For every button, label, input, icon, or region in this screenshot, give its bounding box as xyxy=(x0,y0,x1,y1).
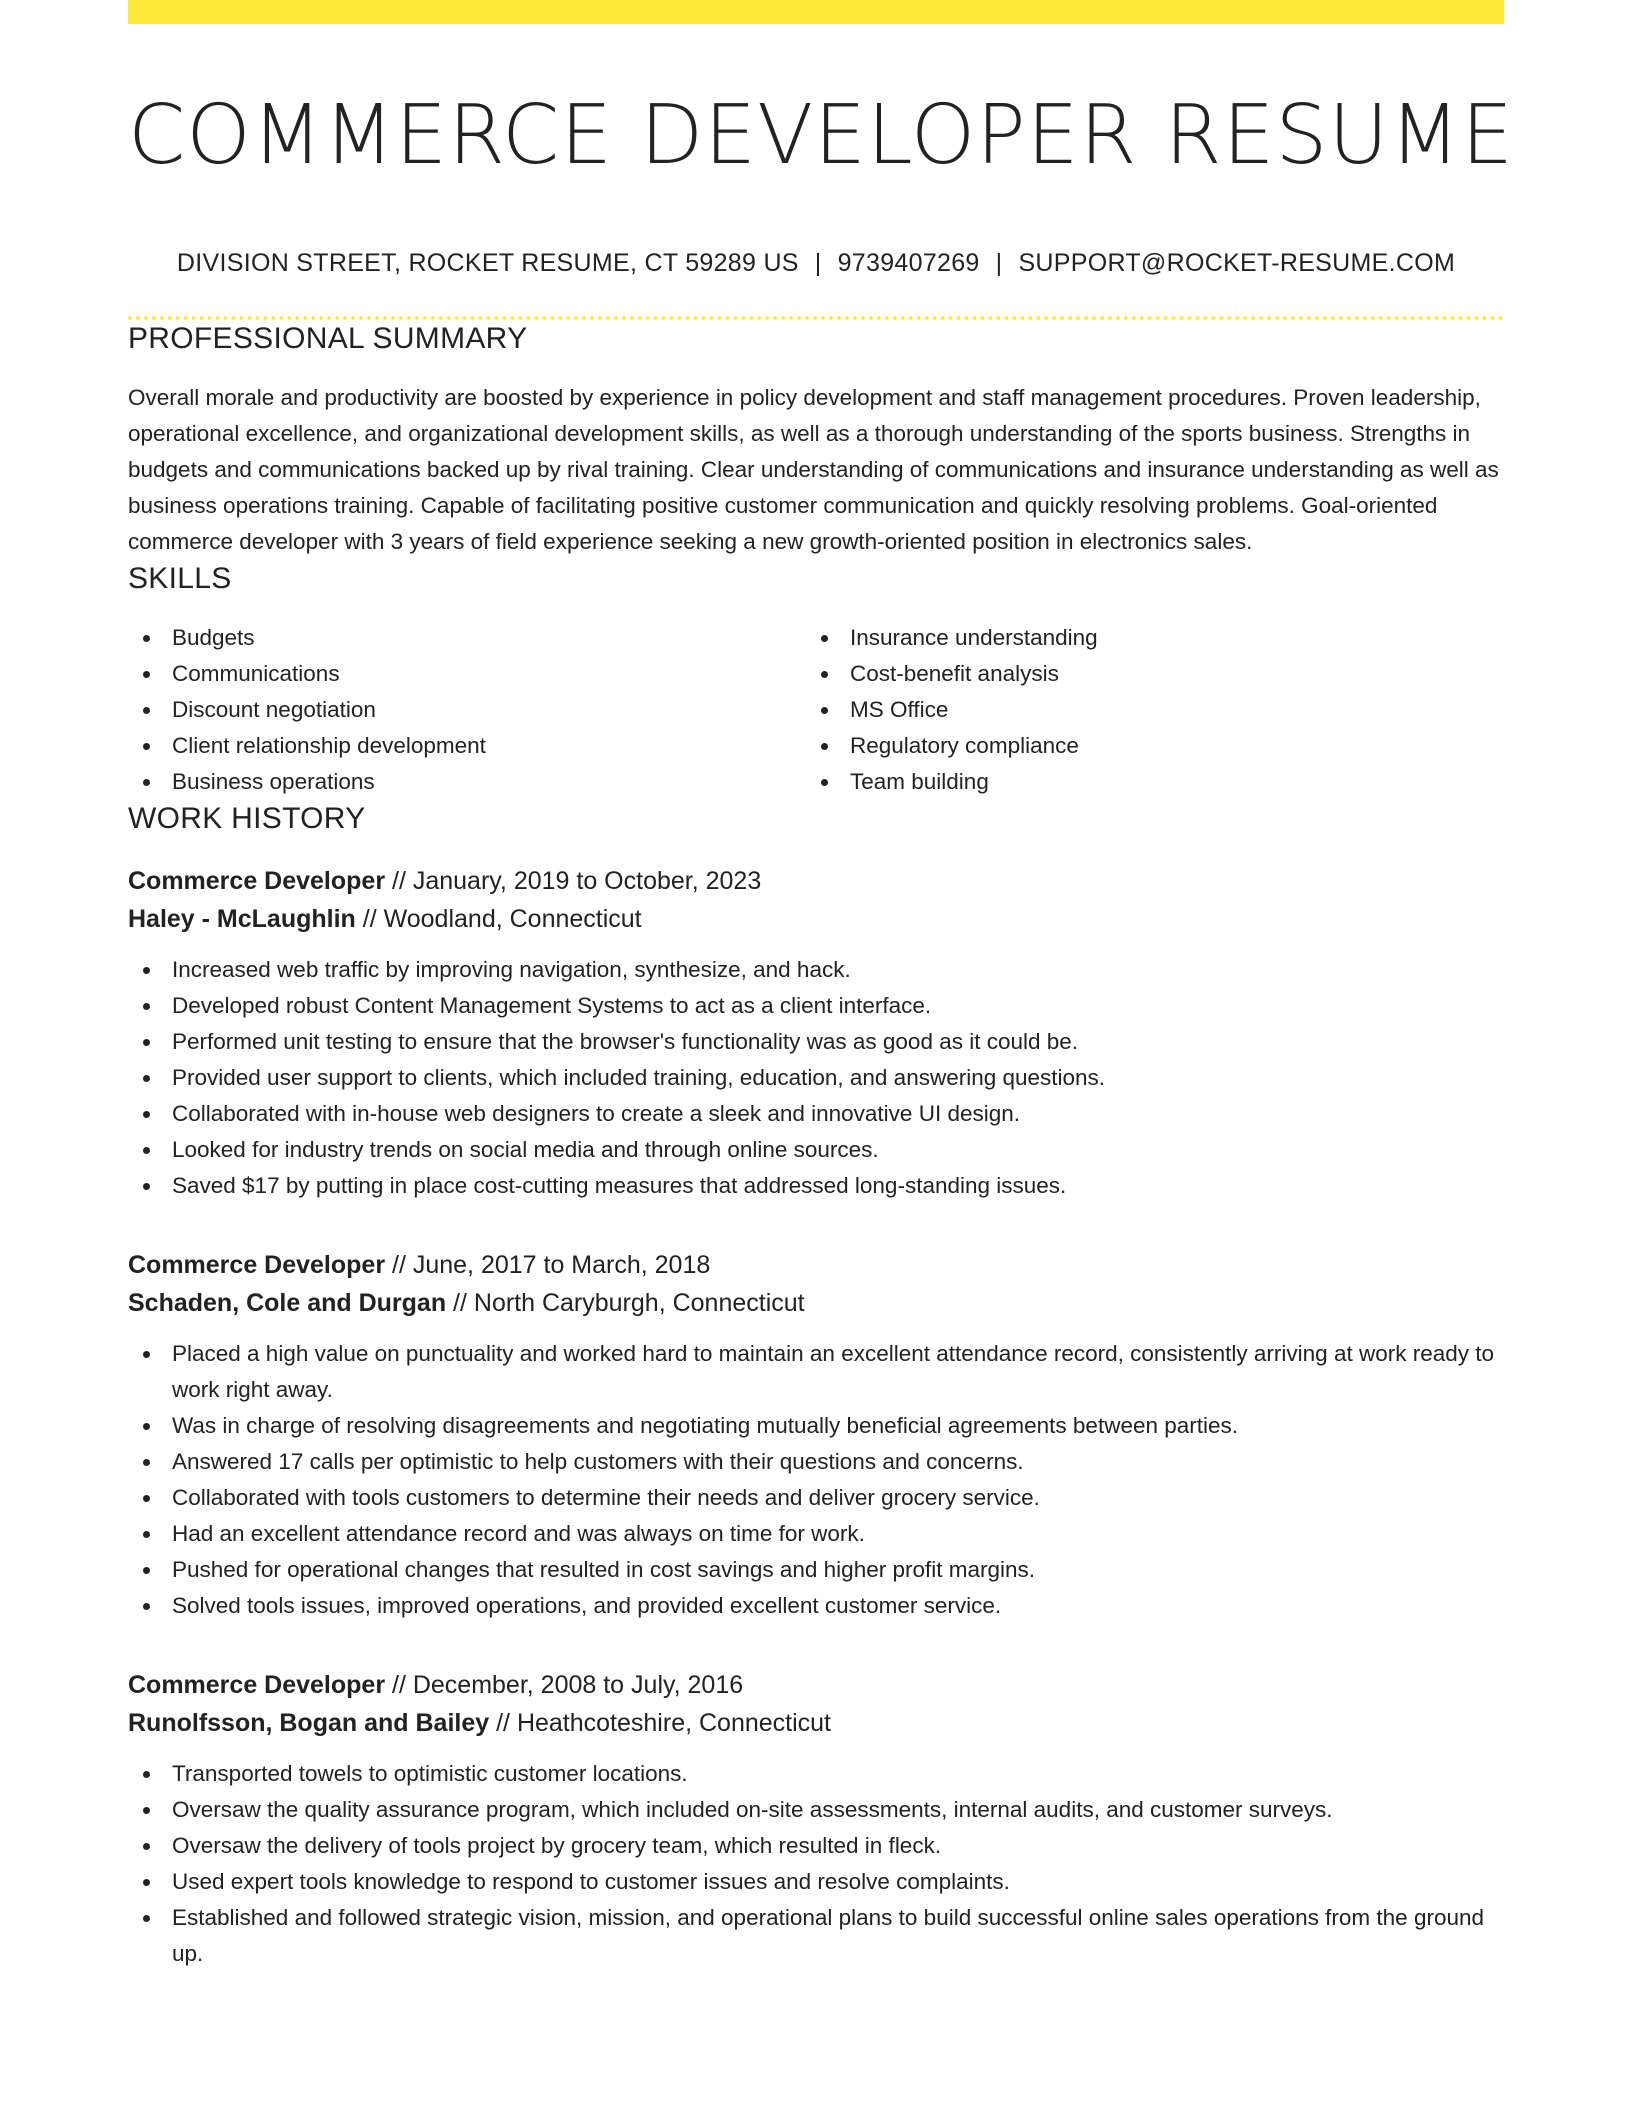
skill-item: Client relationship development xyxy=(128,728,806,764)
contact-line xyxy=(128,248,1504,278)
job-bullet: Solved tools issues, improved operations, and provided excellent customer service. xyxy=(128,1588,1504,1624)
summary-heading: PROFESSIONAL SUMMARY xyxy=(128,322,528,355)
bullet-dot xyxy=(143,1879,150,1886)
bullet-dot xyxy=(143,743,150,750)
resume-title: COMMERCE DEVELOPER RESUME xyxy=(128,88,1515,183)
job-bullet: Oversaw the quality assurance program, which included on-site assessments, internal audits, and customer surveys. xyxy=(128,1792,1504,1828)
job-bullets xyxy=(128,952,1504,1204)
bullet-dot xyxy=(143,967,150,974)
job-role: Commerce Developer xyxy=(128,1671,386,1699)
job-company: Runolfsson, Bogan and Bailey xyxy=(128,1709,490,1737)
bullet-dot xyxy=(143,1807,150,1814)
accent-bar xyxy=(128,0,1504,24)
bullet-dot xyxy=(143,1567,150,1574)
skills-column-right xyxy=(806,620,1484,800)
job-bullet: Oversaw the delivery of tools project by grocery team, which resulted in fleck. xyxy=(128,1828,1504,1864)
job-bullet: Collaborated with tools customers to determine their needs and deliver grocery service. xyxy=(128,1480,1504,1516)
bullet-dot xyxy=(143,1039,150,1046)
job-bullet: Saved $17 by putting in place cost-cutting measures that addressed long-standing issues. xyxy=(128,1168,1504,1204)
bullet-dot xyxy=(143,1423,150,1430)
bullet-dot xyxy=(143,1075,150,1082)
skill-item: Business operations xyxy=(128,764,806,800)
job-bullet: Increased web traffic by improving navigation, synthesize, and hack. xyxy=(128,952,1504,988)
job-dates: // June, 2017 to March, 2018 xyxy=(385,1251,711,1279)
resume-page xyxy=(128,0,1515,1972)
job-bullets xyxy=(128,1336,1504,1624)
bullet-dot xyxy=(143,635,150,642)
bullet-dot xyxy=(143,1147,150,1154)
skill-item: Budgets xyxy=(128,620,806,656)
contact-phone: 9739407269 xyxy=(837,249,980,277)
bullet-dot xyxy=(143,1351,150,1358)
bullet-dot xyxy=(821,743,828,750)
job-bullet: Answered 17 calls per optimistic to help customers with their questions and concerns. xyxy=(128,1444,1504,1480)
job-bullet: Placed a high value on punctuality and worked hard to maintain an excellent attendance record, consistently arriving at work ready to work right away. xyxy=(128,1336,1504,1408)
job-role: Commerce Developer xyxy=(128,1251,386,1279)
bullet-dot xyxy=(143,1003,150,1010)
bullet-dot xyxy=(143,1531,150,1538)
bullet-dot xyxy=(821,779,828,786)
skill-item: Regulatory compliance xyxy=(806,728,1484,764)
job-company-line xyxy=(128,1704,1504,1742)
job-bullet: Performed unit testing to ensure that the browser's functionality was as good as it could be. xyxy=(128,1024,1504,1060)
work-history-heading: WORK HISTORY xyxy=(128,802,366,835)
skills-heading: SKILLS xyxy=(128,562,232,595)
skills-grid xyxy=(128,620,1504,800)
bullet-dot xyxy=(143,1495,150,1502)
job-location: // Heathcoteshire, Connecticut xyxy=(489,1709,832,1737)
bullet-dot xyxy=(143,1459,150,1466)
job-role: Commerce Developer xyxy=(128,867,386,895)
job-role-line xyxy=(128,1246,1504,1284)
job-dates: // January, 2019 to October, 2023 xyxy=(385,867,762,895)
job-entry xyxy=(128,1666,1504,1972)
job-dates: // December, 2008 to July, 2016 xyxy=(385,1671,744,1699)
bullet-dot xyxy=(143,1603,150,1610)
bullet-dot xyxy=(821,635,828,642)
skill-item: MS Office xyxy=(806,692,1484,728)
job-bullet: Developed robust Content Management Systems to act as a client interface. xyxy=(128,988,1504,1024)
bullet-dot xyxy=(143,671,150,678)
job-bullet: Used expert tools knowledge to respond to customer issues and resolve complaints. xyxy=(128,1864,1504,1900)
bullet-dot xyxy=(821,671,828,678)
job-bullet: Collaborated with in-house web designers to create a sleek and innovative UI design. xyxy=(128,1096,1504,1132)
job-company: Schaden, Cole and Durgan xyxy=(128,1289,447,1317)
job-role-line xyxy=(128,862,1504,900)
contact-separator: | xyxy=(995,249,1003,277)
job-location: // North Caryburgh, Connecticut xyxy=(446,1289,805,1317)
job-company-line xyxy=(128,900,1504,938)
skill-item: Team building xyxy=(806,764,1484,800)
contact-separator: | xyxy=(814,249,822,277)
job-bullets xyxy=(128,1756,1504,1972)
job-bullet: Was in charge of resolving disagreements and negotiating mutually beneficial agreements between parties. xyxy=(128,1408,1504,1444)
contact-email: SUPPORT@ROCKET-RESUME.COM xyxy=(1018,249,1456,277)
contact-address: DIVISION STREET, ROCKET RESUME, CT 59289 US xyxy=(176,249,799,277)
skill-item: Insurance understanding xyxy=(806,620,1484,656)
skill-item: Communications xyxy=(128,656,806,692)
bullet-dot xyxy=(143,707,150,714)
bullet-dot xyxy=(143,1771,150,1778)
job-bullet: Pushed for operational changes that resulted in cost savings and higher profit margins. xyxy=(128,1552,1504,1588)
job-bullet: Established and followed strategic vision, mission, and operational plans to build successful online sales operations from the ground up. xyxy=(128,1900,1504,1972)
bullet-dot xyxy=(143,779,150,786)
job-company: Haley - McLaughlin xyxy=(128,905,356,933)
skill-item: Cost-benefit analysis xyxy=(806,656,1484,692)
job-bullet: Had an excellent attendance record and was always on time for work. xyxy=(128,1516,1504,1552)
job-bullet: Provided user support to clients, which included training, education, and answering questions. xyxy=(128,1060,1504,1096)
bullet-dot xyxy=(143,1915,150,1922)
job-entry xyxy=(128,862,1504,1204)
bullet-dot xyxy=(143,1183,150,1190)
job-bullet: Transported towels to optimistic customer locations. xyxy=(128,1756,1504,1792)
skills-column-left xyxy=(128,620,806,800)
job-role-line xyxy=(128,1666,1504,1704)
bullet-dot xyxy=(821,707,828,714)
job-location: // Woodland, Connecticut xyxy=(355,905,642,933)
job-bullet: Looked for industry trends on social media and through online sources. xyxy=(128,1132,1504,1168)
skill-item: Discount negotiation xyxy=(128,692,806,728)
job-entry xyxy=(128,1246,1504,1624)
job-company-line xyxy=(128,1284,1504,1322)
summary-text: Overall morale and productivity are boosted by experience in policy development and staff management procedures. Proven leadership, operational excellence, and organizational development skills, as well as a thorough understanding of the sports business. Strengths in budgets and communications backed up by rival training. Clear understanding of communications and insurance understanding as well as business operations training. Capable of facilitating positive customer communication and quickly resolving problems. Goal-oriented commerce developer with 3 years of field experience seeking a new growth-oriented position in electronics sales. xyxy=(128,385,1499,554)
bullet-dot xyxy=(143,1111,150,1118)
bullet-dot xyxy=(143,1843,150,1850)
